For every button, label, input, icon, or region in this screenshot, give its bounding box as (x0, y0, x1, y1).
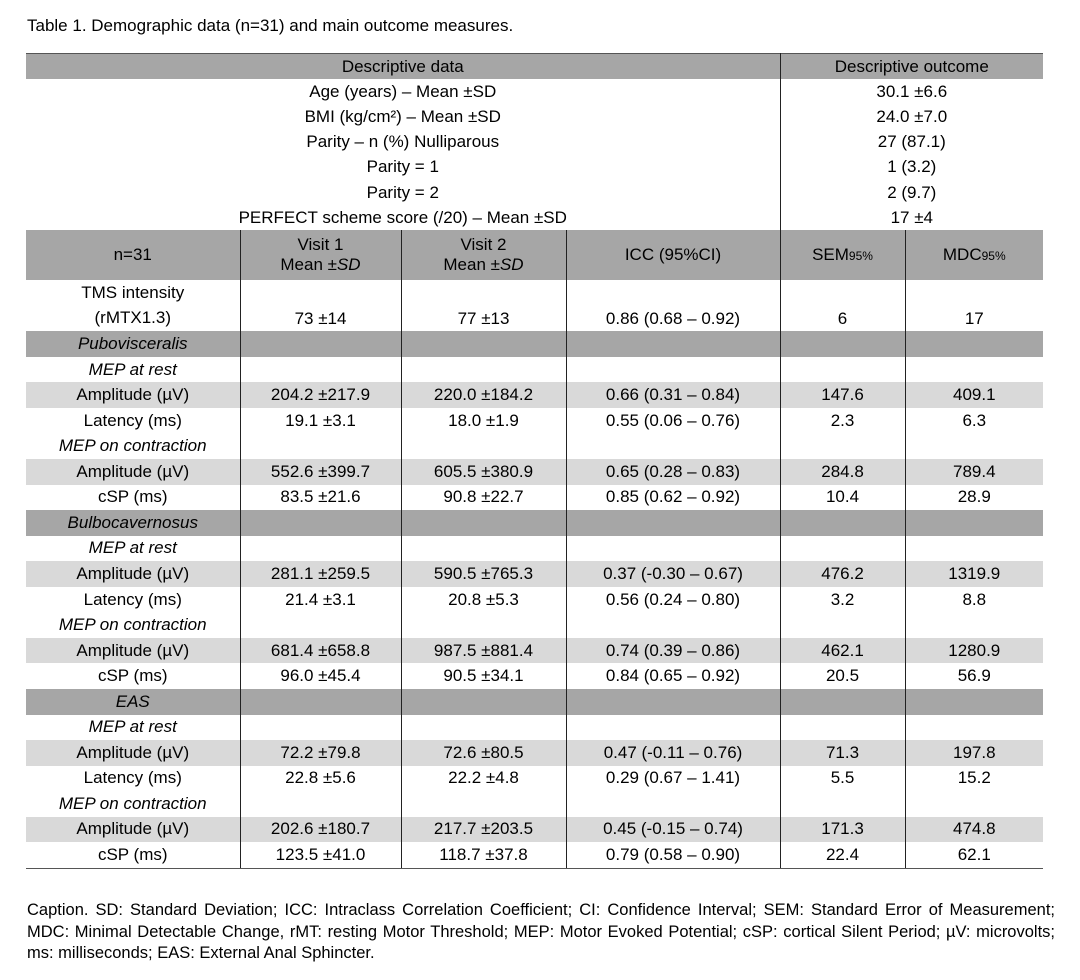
empty-cell (240, 510, 401, 536)
empty-cell (566, 612, 780, 638)
contraction-amplitude-sem: 284.8 (780, 459, 905, 485)
mdc-header (905, 230, 1043, 280)
rest-amplitude-visit2: 72.6 ±80.5 (401, 740, 566, 766)
mdc-subscript: 95% (981, 249, 1006, 264)
descriptive-value: 30.1 ±6.6 (780, 79, 1043, 104)
rest-amplitude-sem: 71.3 (780, 740, 905, 766)
descriptive-data-header: Descriptive data (26, 54, 780, 80)
descriptive-outcome-header: Descriptive outcome (780, 54, 1043, 80)
contraction-amplitude-visit1: 681.4 ±658.8 (240, 638, 401, 664)
descriptive-value: 1 (3.2) (780, 155, 1043, 180)
table-title: Table 1. Demographic data (n=31) and main outcome measures. (27, 16, 514, 35)
rest-latency-visit2: 22.2 ±4.8 (401, 766, 566, 792)
table-row (26, 740, 1043, 766)
contraction-amplitude-mdc: 474.8 (905, 817, 1043, 843)
table-row (26, 638, 1043, 664)
outcome-table (26, 53, 1043, 869)
contraction-csp-mdc: 56.9 (905, 663, 1043, 689)
contraction-amplitude-sem: 171.3 (780, 817, 905, 843)
rest-latency-visit2: 18.0 ±1.9 (401, 408, 566, 434)
descriptive-value: 2 (9.7) (780, 180, 1043, 205)
contraction-csp-visit1: 96.0 ±45.4 (240, 663, 401, 689)
table-row (26, 766, 1043, 792)
empty-cell (905, 715, 1043, 741)
rest-latency-icc: 0.55 (0.06 – 0.76) (566, 408, 780, 434)
visit2-title: Visit 2 (460, 235, 507, 255)
rest-amplitude-label: Amplitude (µV) (26, 740, 240, 766)
mep-rest-label: MEP at rest (88, 359, 177, 379)
empty-cell (780, 331, 905, 357)
empty-cell (905, 689, 1043, 715)
empty-cell (401, 715, 566, 741)
descriptive-row (26, 180, 1043, 205)
rest-amplitude-visit2: 220.0 ±184.2 (401, 382, 566, 408)
rest-amplitude-mdc: 197.8 (905, 740, 1043, 766)
empty-cell (566, 689, 780, 715)
contraction-csp-visit1: 123.5 ±41.0 (240, 842, 401, 868)
rest-amplitude-icc: 0.66 (0.31 – 0.84) (566, 382, 780, 408)
tms-label-line1: TMS intensity (81, 283, 185, 303)
tms-visit2: 77 ±13 (401, 280, 566, 331)
contraction-csp-sem: 10.4 (780, 485, 905, 511)
contraction-csp-label: cSP (ms) (97, 666, 168, 686)
sem-subscript: 95% (848, 249, 873, 264)
contraction-amplitude-mdc: 789.4 (905, 459, 1043, 485)
empty-cell (780, 689, 905, 715)
empty-cell (240, 689, 401, 715)
rest-amplitude-icc: 0.47 (-0.11 – 0.76) (566, 740, 780, 766)
empty-cell (566, 434, 780, 460)
empty-cell (566, 331, 780, 357)
visit1-subtitle (243, 255, 399, 275)
sem-header (780, 230, 905, 280)
rest-latency-sem: 5.5 (780, 766, 905, 792)
contraction-amplitude-label: Amplitude (µV) (26, 638, 240, 664)
descriptive-row (26, 79, 1043, 104)
muscle-section-header-row (26, 689, 1043, 715)
empty-cell (780, 612, 905, 638)
rest-latency-visit1: 21.4 ±3.1 (240, 587, 401, 613)
icc-header: ICC (95%CI) (566, 230, 780, 280)
contraction-csp-mdc: 62.1 (905, 842, 1043, 868)
empty-cell (780, 434, 905, 460)
empty-cell (566, 357, 780, 383)
rest-latency-mdc: 15.2 (905, 766, 1043, 792)
contraction-amplitude-icc: 0.65 (0.28 – 0.83) (566, 459, 780, 485)
rest-amplitude-icc: 0.37 (-0.30 – 0.67) (566, 561, 780, 587)
table-row (26, 587, 1043, 613)
visit1-sd-label: SD (336, 255, 361, 275)
contraction-csp-icc: 0.85 (0.62 – 0.92) (566, 485, 780, 511)
empty-cell (780, 715, 905, 741)
descriptive-row (26, 155, 1043, 180)
mep-rest-label-row (26, 357, 1043, 383)
descriptive-label: Parity – n (%) Nulliparous (306, 132, 500, 152)
empty-cell (905, 331, 1043, 357)
descriptive-label: BMI (kg/cm²) – Mean ±SD (304, 106, 501, 126)
contraction-csp-sem: 20.5 (780, 663, 905, 689)
empty-cell (905, 536, 1043, 562)
rest-latency-mdc: 6.3 (905, 408, 1043, 434)
sem-label: SEM (812, 245, 849, 265)
empty-cell (401, 331, 566, 357)
mep-contraction-label-row (26, 612, 1043, 638)
table-row (26, 485, 1043, 511)
descriptive-header-row (26, 54, 1043, 80)
empty-cell (240, 434, 401, 460)
contraction-csp-icc: 0.84 (0.65 – 0.92) (566, 663, 780, 689)
visit2-mean-label: Mean ± (443, 255, 500, 275)
empty-cell (240, 715, 401, 741)
contraction-amplitude-mdc: 1280.9 (905, 638, 1043, 664)
rest-latency-label: Latency (ms) (83, 410, 182, 430)
table-row (26, 382, 1043, 408)
empty-cell (240, 612, 401, 638)
empty-cell (401, 434, 566, 460)
empty-cell (240, 791, 401, 817)
contraction-amplitude-label: Amplitude (µV) (26, 817, 240, 843)
empty-cell (780, 510, 905, 536)
descriptive-value: 27 (87.1) (780, 130, 1043, 155)
table-row (26, 408, 1043, 434)
tms-mdc: 17 (905, 280, 1043, 331)
contraction-amplitude-sem: 462.1 (780, 638, 905, 664)
mep-contraction-label: MEP on contraction (58, 436, 207, 456)
descriptive-value: 24.0 ±7.0 (780, 104, 1043, 129)
contraction-amplitude-label: Amplitude (µV) (26, 459, 240, 485)
rest-latency-icc: 0.56 (0.24 – 0.80) (566, 587, 780, 613)
descriptive-label: Parity = 2 (366, 182, 439, 202)
descriptive-row (26, 205, 1043, 230)
rest-amplitude-visit1: 281.1 ±259.5 (240, 561, 401, 587)
mep-rest-label-row (26, 715, 1043, 741)
table-row (26, 561, 1043, 587)
contraction-csp-label: cSP (ms) (97, 487, 168, 507)
empty-cell (905, 612, 1043, 638)
rest-amplitude-label: Amplitude (µV) (26, 561, 240, 587)
rest-latency-label: Latency (ms) (83, 768, 182, 788)
mep-rest-label-row (26, 536, 1043, 562)
rest-amplitude-mdc: 1319.9 (905, 561, 1043, 587)
empty-cell (905, 791, 1043, 817)
contraction-csp-sem: 22.4 (780, 842, 905, 868)
descriptive-label: PERFECT scheme score (/20) – Mean ±SD (238, 207, 567, 227)
visit2-header (401, 230, 566, 280)
muscle-section-header-row (26, 510, 1043, 536)
rest-latency-label: Latency (ms) (83, 589, 182, 609)
contraction-amplitude-visit1: 552.6 ±399.7 (240, 459, 401, 485)
empty-cell (401, 536, 566, 562)
muscle-section-header: EAS (26, 689, 240, 715)
visit2-sd-label: SD (499, 255, 524, 275)
empty-cell (905, 510, 1043, 536)
tms-row (26, 280, 1043, 331)
empty-cell (780, 536, 905, 562)
rest-amplitude-sem: 476.2 (780, 561, 905, 587)
empty-cell (905, 434, 1043, 460)
descriptive-row (26, 104, 1043, 129)
empty-cell (780, 791, 905, 817)
rest-amplitude-visit1: 72.2 ±79.8 (240, 740, 401, 766)
empty-cell (905, 357, 1043, 383)
visit1-title: Visit 1 (297, 235, 344, 255)
contraction-csp-visit2: 118.7 ±37.8 (401, 842, 566, 868)
empty-cell (401, 510, 566, 536)
empty-cell (240, 357, 401, 383)
contraction-csp-icc: 0.79 (0.58 – 0.90) (566, 842, 780, 868)
contraction-amplitude-visit2: 987.5 ±881.4 (401, 638, 566, 664)
descriptive-label: Age (years) – Mean ±SD (309, 81, 497, 101)
rest-amplitude-label: Amplitude (µV) (26, 382, 240, 408)
descriptive-label: Parity = 1 (366, 157, 439, 177)
tms-label (26, 280, 240, 331)
rest-latency-icc: 0.29 (0.67 – 1.41) (566, 766, 780, 792)
rest-amplitude-sem: 147.6 (780, 382, 905, 408)
empty-cell (566, 791, 780, 817)
tms-label-line2: (rMTX1.3) (94, 308, 171, 328)
column-header-row (26, 230, 1043, 280)
empty-cell (566, 536, 780, 562)
muscle-section-header: Bulbocavernosus (26, 510, 240, 536)
descriptive-value: 17 ±4 (780, 205, 1043, 230)
contraction-amplitude-visit2: 217.7 ±203.5 (401, 817, 566, 843)
rest-amplitude-visit1: 204.2 ±217.9 (240, 382, 401, 408)
mep-rest-label: MEP at rest (88, 538, 177, 558)
rest-latency-visit2: 20.8 ±5.3 (401, 587, 566, 613)
empty-cell (401, 357, 566, 383)
table-row (26, 817, 1043, 843)
empty-cell (240, 536, 401, 562)
empty-cell (401, 612, 566, 638)
mep-rest-label: MEP at rest (88, 717, 177, 737)
empty-cell (240, 331, 401, 357)
empty-cell (566, 715, 780, 741)
visit1-header (240, 230, 401, 280)
empty-cell (566, 510, 780, 536)
rest-latency-mdc: 8.8 (905, 587, 1043, 613)
mep-contraction-label-row (26, 434, 1043, 460)
rest-latency-sem: 2.3 (780, 408, 905, 434)
tms-visit1: 73 ±14 (240, 280, 401, 331)
tms-icc: 0.86 (0.68 – 0.92) (566, 280, 780, 331)
contraction-amplitude-visit1: 202.6 ±180.7 (240, 817, 401, 843)
rest-amplitude-mdc: 409.1 (905, 382, 1043, 408)
empty-cell (780, 357, 905, 383)
n-header: n=31 (26, 230, 240, 280)
tms-sem: 6 (780, 280, 905, 331)
contraction-csp-visit2: 90.5 ±34.1 (401, 663, 566, 689)
empty-cell (401, 689, 566, 715)
rest-amplitude-visit2: 590.5 ±765.3 (401, 561, 566, 587)
mep-contraction-label-row (26, 791, 1043, 817)
table-row (26, 459, 1043, 485)
empty-cell (401, 791, 566, 817)
table-row (26, 663, 1043, 689)
rest-latency-visit1: 22.8 ±5.6 (240, 766, 401, 792)
contraction-csp-visit2: 90.8 ±22.7 (401, 485, 566, 511)
mep-contraction-label: MEP on contraction (58, 793, 207, 813)
contraction-csp-label: cSP (ms) (26, 842, 240, 868)
contraction-csp-mdc: 28.9 (905, 485, 1043, 511)
muscle-section-header-row (26, 331, 1043, 357)
table-row (26, 842, 1043, 868)
visit1-mean-label: Mean ± (280, 255, 337, 275)
table-caption: Caption. SD: Standard Deviation; ICC: Intraclass Correlation Coefficient; CI: Confidence Interval; SEM: Standard Error of Measurement; MDC: Minimal Detectable Change, rMT: resting Motor Threshold; MEP: Motor Evoked Potential; cSP: cortical Silent Period; µV: microvolts; ms: milliseconds; EAS: External Anal Sphincter. (27, 901, 1055, 962)
contraction-amplitude-visit2: 605.5 ±380.9 (401, 459, 566, 485)
visit2-subtitle (404, 255, 564, 275)
rest-latency-visit1: 19.1 ±3.1 (240, 408, 401, 434)
rest-latency-sem: 3.2 (780, 587, 905, 613)
mep-contraction-label: MEP on contraction (58, 615, 207, 635)
contraction-amplitude-icc: 0.74 (0.39 – 0.86) (566, 638, 780, 664)
mdc-label: MDC (942, 245, 982, 265)
descriptive-row (26, 130, 1043, 155)
muscle-section-header: Pubovisceralis (26, 331, 240, 357)
contraction-amplitude-icc: 0.45 (-0.15 – 0.74) (566, 817, 780, 843)
contraction-csp-visit1: 83.5 ±21.6 (240, 485, 401, 511)
